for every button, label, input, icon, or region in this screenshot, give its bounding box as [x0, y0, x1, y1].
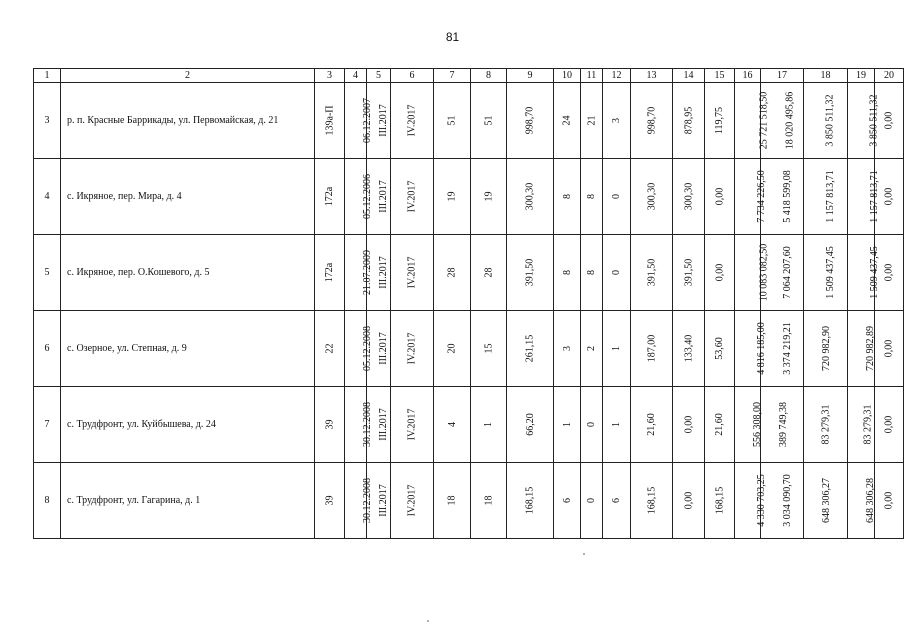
value-cell	[735, 463, 767, 539]
value-text: 4 330 703,25	[755, 474, 767, 527]
header-cell: 3	[315, 69, 345, 83]
value-text: 3 374 219,21	[781, 322, 793, 375]
value-text: 20	[446, 343, 458, 354]
value-cell	[848, 235, 880, 311]
header-cell: 6	[391, 69, 434, 83]
value-text: 0	[586, 422, 597, 427]
value-text: 0,00	[883, 111, 895, 130]
value-text: 28	[446, 267, 458, 278]
value-text: 648 306,27	[821, 478, 832, 523]
value-text: 0	[586, 498, 597, 503]
value-cell	[603, 463, 631, 539]
value-text: 21	[586, 115, 597, 126]
value-cell	[391, 159, 434, 235]
table-row	[34, 463, 904, 539]
value-cell	[391, 311, 434, 387]
value-cell	[804, 387, 848, 463]
value-text: III.2017	[377, 104, 389, 137]
value-cell	[631, 83, 673, 159]
value-text: 300,30	[683, 182, 694, 211]
header-cell: 5	[367, 69, 391, 83]
value-text: 0	[611, 270, 622, 275]
value-cell	[673, 159, 705, 235]
value-text: 22	[324, 343, 335, 354]
value-cell	[705, 159, 735, 235]
value-cell	[471, 311, 507, 387]
value-cell	[471, 83, 507, 159]
value-cell	[434, 83, 471, 159]
value-cell	[848, 387, 875, 463]
value-text: 0,00	[714, 187, 725, 206]
value-text: 19	[446, 191, 458, 202]
value-text: 4 816 185,00	[755, 322, 767, 375]
value-cell	[848, 159, 880, 235]
value-cell	[875, 387, 904, 463]
address-cell: р. п. Красные Баррикады, ул. Первомайская, д. 21	[61, 83, 315, 159]
value-text: 21,60	[646, 413, 657, 436]
value-cell	[391, 83, 434, 159]
value-text: 1 509 437,45	[824, 246, 836, 299]
value-text: 3 034 090,70	[781, 474, 793, 527]
value-cell	[673, 387, 705, 463]
header-cell: 13	[631, 69, 673, 83]
value-cell	[315, 83, 345, 159]
header-cell: 16	[735, 69, 761, 83]
table-row	[34, 311, 904, 387]
value-cell	[705, 83, 735, 159]
value-cell	[345, 387, 373, 463]
value-text: 0,00	[714, 263, 725, 282]
value-cell	[804, 159, 848, 235]
header-cell: 18	[804, 69, 848, 83]
value-text: III.2017	[377, 256, 389, 289]
value-cell	[471, 235, 507, 311]
value-cell	[631, 387, 673, 463]
table-row	[34, 387, 904, 463]
value-text: 24	[561, 115, 573, 126]
value-text: 1	[561, 422, 573, 427]
value-text: 556 308,00	[752, 402, 763, 447]
value-cell	[581, 159, 603, 235]
value-text: 51	[483, 115, 494, 126]
value-cell	[345, 159, 373, 235]
value-text: IV.2017	[406, 180, 418, 213]
value-text: 18	[446, 495, 458, 506]
header-cell: 1	[34, 69, 61, 83]
value-text: 998,70	[524, 106, 536, 135]
value-cell	[631, 159, 673, 235]
page-number: 81	[445, 30, 460, 44]
register-table	[33, 68, 904, 539]
value-cell	[673, 311, 705, 387]
value-cell	[603, 387, 631, 463]
value-cell	[345, 235, 373, 311]
value-text: 39	[324, 419, 335, 430]
scan-speck	[427, 620, 429, 622]
value-cell	[603, 83, 631, 159]
value-text: 0,00	[883, 339, 895, 358]
value-text: 15	[483, 343, 494, 354]
value-text: 878,95	[683, 106, 694, 135]
value-text: 19	[483, 191, 494, 202]
value-cell	[761, 159, 804, 235]
value-cell	[735, 311, 767, 387]
value-cell	[471, 387, 507, 463]
value-cell	[315, 387, 345, 463]
value-text: 21.07.2009	[362, 250, 373, 295]
value-cell	[345, 311, 373, 387]
value-text: 5 418 599,08	[781, 170, 793, 223]
value-text: 28	[483, 267, 494, 278]
value-cell	[434, 311, 471, 387]
value-text: 0,00	[883, 187, 895, 206]
value-text: 168,15	[524, 486, 536, 515]
value-text: 6	[561, 498, 573, 503]
value-cell	[848, 83, 880, 159]
value-cell	[761, 387, 804, 463]
header-cell: 9	[507, 69, 554, 83]
scan-speck	[583, 553, 585, 555]
value-cell	[434, 387, 471, 463]
value-text: 3	[611, 118, 622, 123]
value-cell	[875, 463, 904, 539]
value-text: 300,30	[524, 182, 536, 211]
value-text: 389 749,38	[778, 402, 789, 447]
value-cell	[345, 463, 373, 539]
value-cell	[673, 463, 705, 539]
header-cell: 4	[345, 69, 367, 83]
value-text: 0,00	[883, 263, 895, 282]
row-number: 3	[34, 83, 61, 159]
value-cell	[581, 311, 603, 387]
row-number: 5	[34, 235, 61, 311]
value-text: IV.2017	[406, 484, 418, 517]
value-text: 53,60	[714, 337, 725, 360]
header-cell: 19	[848, 69, 875, 83]
value-text: 391,50	[646, 258, 657, 287]
header-cell: 11	[581, 69, 603, 83]
value-text: 4	[446, 422, 458, 427]
value-text: 1 157 813,71	[868, 170, 880, 223]
value-text: 39	[324, 495, 335, 506]
value-cell	[735, 235, 770, 311]
value-cell	[315, 311, 345, 387]
value-text: IV.2017	[406, 408, 418, 441]
value-text: 2	[586, 346, 597, 351]
header-cell: 12	[603, 69, 631, 83]
value-cell	[705, 235, 735, 311]
header-cell: 10	[554, 69, 581, 83]
value-text: 187,00	[646, 334, 657, 363]
value-cell	[507, 463, 554, 539]
row-number: 4	[34, 159, 61, 235]
value-text: 1	[483, 422, 494, 427]
row-number: 6	[34, 311, 61, 387]
row-number: 7	[34, 387, 61, 463]
value-text: IV.2017	[406, 332, 418, 365]
value-cell	[471, 159, 507, 235]
value-text: IV.2017	[406, 256, 418, 289]
header-cell: 14	[673, 69, 705, 83]
header-cell: 8	[471, 69, 507, 83]
header-cell: 20	[875, 69, 904, 83]
value-cell	[434, 159, 471, 235]
value-text: 168,15	[646, 486, 657, 515]
value-cell	[391, 235, 434, 311]
value-cell	[603, 235, 631, 311]
value-cell	[554, 83, 581, 159]
value-cell	[673, 83, 705, 159]
value-text: 0,00	[683, 415, 694, 434]
value-text: 648 306,28	[865, 478, 876, 523]
value-text: III.2017	[377, 332, 389, 365]
value-cell	[631, 463, 673, 539]
value-cell	[434, 235, 471, 311]
value-text: 18	[483, 495, 494, 506]
value-cell	[554, 235, 581, 311]
value-cell	[391, 463, 434, 539]
value-cell	[705, 387, 735, 463]
value-text: 7 734 226,50	[755, 170, 767, 223]
value-text: 51	[446, 115, 458, 126]
value-cell	[735, 387, 761, 463]
address-cell: с. Озерное, ул. Степная, д. 9	[61, 311, 315, 387]
header-cell: 15	[705, 69, 735, 83]
value-cell	[848, 311, 875, 387]
value-text: 720 982,89	[865, 326, 876, 371]
value-cell	[507, 235, 554, 311]
value-cell	[804, 311, 848, 387]
value-text: 1	[611, 346, 622, 351]
value-text: 8	[561, 270, 573, 275]
value-text: 8	[586, 194, 597, 199]
value-text: 133,40	[683, 334, 694, 363]
value-cell	[761, 463, 804, 539]
address-cell: с. Трудфронт, ул. Гагарина, д. 1	[61, 463, 315, 539]
header-cell: 7	[434, 69, 471, 83]
address-cell: с. Икряное, пер. Мира, д. 4	[61, 159, 315, 235]
value-cell	[434, 463, 471, 539]
value-cell	[705, 463, 735, 539]
value-text: 18 020 495,86	[784, 91, 796, 150]
value-text: 05.12.2008	[362, 326, 373, 371]
value-text: 998,70	[646, 106, 657, 135]
value-text: 1	[611, 422, 622, 427]
value-text: 0,00	[683, 491, 694, 510]
value-text: 168,15	[714, 486, 725, 515]
value-text: 172а	[323, 186, 335, 207]
value-text: 10 083 082,50	[758, 243, 770, 302]
value-text: III.2017	[377, 180, 389, 213]
value-cell	[554, 311, 581, 387]
value-text: 83 279,31	[862, 404, 874, 445]
value-text: 391,50	[683, 258, 694, 287]
value-cell	[804, 463, 848, 539]
value-text: 7 064 207,60	[781, 246, 793, 299]
value-cell	[705, 311, 735, 387]
value-text: 0,00	[883, 491, 895, 510]
value-cell	[735, 159, 767, 235]
value-text: 261,15	[524, 334, 536, 363]
value-text: 06.12.2007	[362, 98, 373, 143]
value-text: 30.12.2008	[362, 402, 373, 447]
value-text: 391,50	[524, 258, 536, 287]
value-cell	[315, 463, 345, 539]
value-cell	[581, 235, 603, 311]
value-text: 172а	[323, 262, 335, 283]
value-text: 1 157 813,71	[824, 170, 836, 223]
value-text: 05.12.2006	[362, 174, 373, 219]
header-cell: 2	[61, 69, 315, 83]
value-cell	[603, 311, 631, 387]
value-text: IV.2017	[406, 104, 418, 137]
value-text: 21,60	[714, 413, 725, 436]
value-cell	[345, 83, 373, 159]
value-text: III.2017	[377, 484, 389, 517]
value-cell	[603, 159, 631, 235]
value-cell	[507, 83, 554, 159]
table-row	[34, 235, 904, 311]
value-text: 30.12.2008	[362, 478, 373, 523]
value-text: 119,75	[713, 106, 725, 135]
value-cell	[735, 83, 770, 159]
address-cell: с. Икряное, пер. О.Кошевого, д. 5	[61, 235, 315, 311]
row-number: 8	[34, 463, 61, 539]
value-cell	[631, 311, 673, 387]
header-row	[34, 69, 904, 83]
value-cell	[673, 235, 705, 311]
value-text: 1 509 437,45	[868, 246, 880, 299]
value-cell	[581, 387, 603, 463]
value-cell	[631, 235, 673, 311]
value-text: 25 721 518,50	[758, 91, 770, 150]
table-row	[34, 83, 904, 159]
value-cell	[507, 311, 554, 387]
value-text: 3 850 511,32	[868, 94, 880, 147]
value-cell	[554, 387, 581, 463]
value-cell	[804, 235, 848, 311]
value-text: 3 850 511,32	[824, 94, 836, 147]
value-text: 720 982,90	[821, 326, 832, 371]
value-cell	[391, 387, 434, 463]
value-cell	[315, 235, 345, 311]
value-cell	[507, 159, 554, 235]
value-text: III.2017	[377, 408, 389, 441]
value-text: 0,00	[883, 415, 895, 434]
value-cell	[761, 311, 804, 387]
value-cell	[315, 159, 345, 235]
value-text: 139а-П	[324, 105, 336, 136]
value-cell	[554, 463, 581, 539]
value-cell	[581, 463, 603, 539]
value-text: 66,20	[524, 413, 536, 436]
address-cell: с. Трудфронт, ул. Куйбышева, д. 24	[61, 387, 315, 463]
value-cell	[848, 463, 875, 539]
value-text: 83 279,31	[820, 404, 831, 445]
value-text: 8	[586, 270, 597, 275]
value-cell	[471, 463, 507, 539]
value-cell	[804, 83, 848, 159]
value-cell	[581, 83, 603, 159]
value-text: 8	[561, 194, 573, 199]
value-text: 3	[561, 346, 573, 351]
value-text: 0	[611, 194, 622, 199]
value-text: 6	[611, 498, 622, 503]
table-row	[34, 159, 904, 235]
value-cell	[507, 387, 554, 463]
value-cell	[554, 159, 581, 235]
value-text: 300,30	[646, 182, 657, 211]
header-cell: 17	[761, 69, 804, 83]
value-cell	[875, 311, 904, 387]
